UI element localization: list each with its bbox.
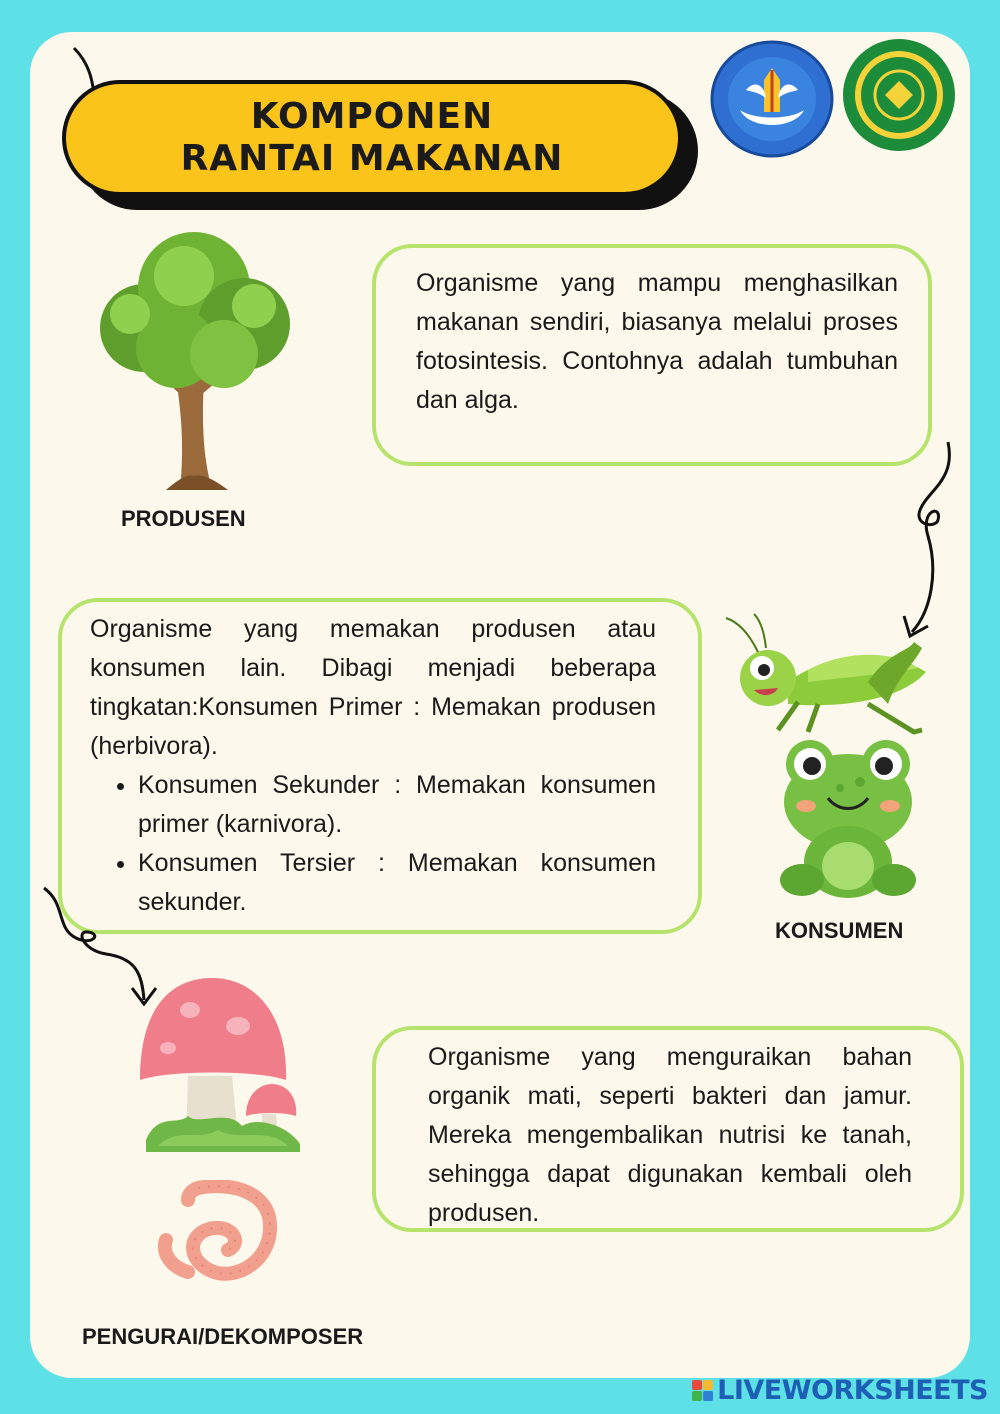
universitas-muhammadiyah-bengkulu-logo xyxy=(840,36,958,154)
title-banner xyxy=(62,80,682,196)
worm-icon xyxy=(158,1180,282,1286)
konsumen-label: KONSUMEN xyxy=(775,918,904,943)
frog-icon xyxy=(780,738,916,902)
konsumen-intro: Organisme yang memakan produsen atau konsumen lain. Dibagi menjadi beberapa tingkatan:Konsumen Primer : Memakan produsen (herbivora). xyxy=(90,615,656,760)
liveworksheets-brand-text: LIVEWORKSHEETS xyxy=(717,1375,988,1406)
konsumen-levels-list xyxy=(90,766,656,922)
konsumen-level-item: • Konsumen Tersier : Memakan konsumen sekunder. xyxy=(138,844,656,922)
title-line-2: RANTAI MAKANAN xyxy=(180,138,564,179)
pengurai-label: PENGURAI/DEKOMPOSER xyxy=(82,1324,364,1349)
liveworksheets-brand xyxy=(692,1375,988,1406)
produsen-description: Organisme yang mampu menghasilkan makanan sendiri, biasanya melalui proses fotosintesis. Contohnya adalah tumbuhan dan alga. xyxy=(416,269,898,414)
pengurai-description-box xyxy=(372,1026,964,1232)
konsumen-level-item: • Konsumen Sekunder : Memakan konsumen primer (karnivora). xyxy=(138,766,656,844)
mushroom-icon xyxy=(138,976,302,1156)
produsen-label: PRODUSEN xyxy=(121,506,246,531)
title-line-1: KOMPONEN xyxy=(250,96,494,137)
tree-icon xyxy=(84,228,300,490)
tut-wuri-handayani-logo xyxy=(710,40,834,158)
liveworksheets-logo-icon xyxy=(692,1380,713,1401)
produsen-description-box xyxy=(372,244,932,466)
grasshopper-icon xyxy=(718,612,934,742)
curly-arrow-icon xyxy=(898,440,964,640)
pengurai-description: Organisme yang menguraikan bahan organik mati, seperti bakteri dan jamur. Mereka mengembalikan nutrisi ke tanah, sehingga dapat digunakan kembali oleh produsen. xyxy=(428,1043,912,1227)
